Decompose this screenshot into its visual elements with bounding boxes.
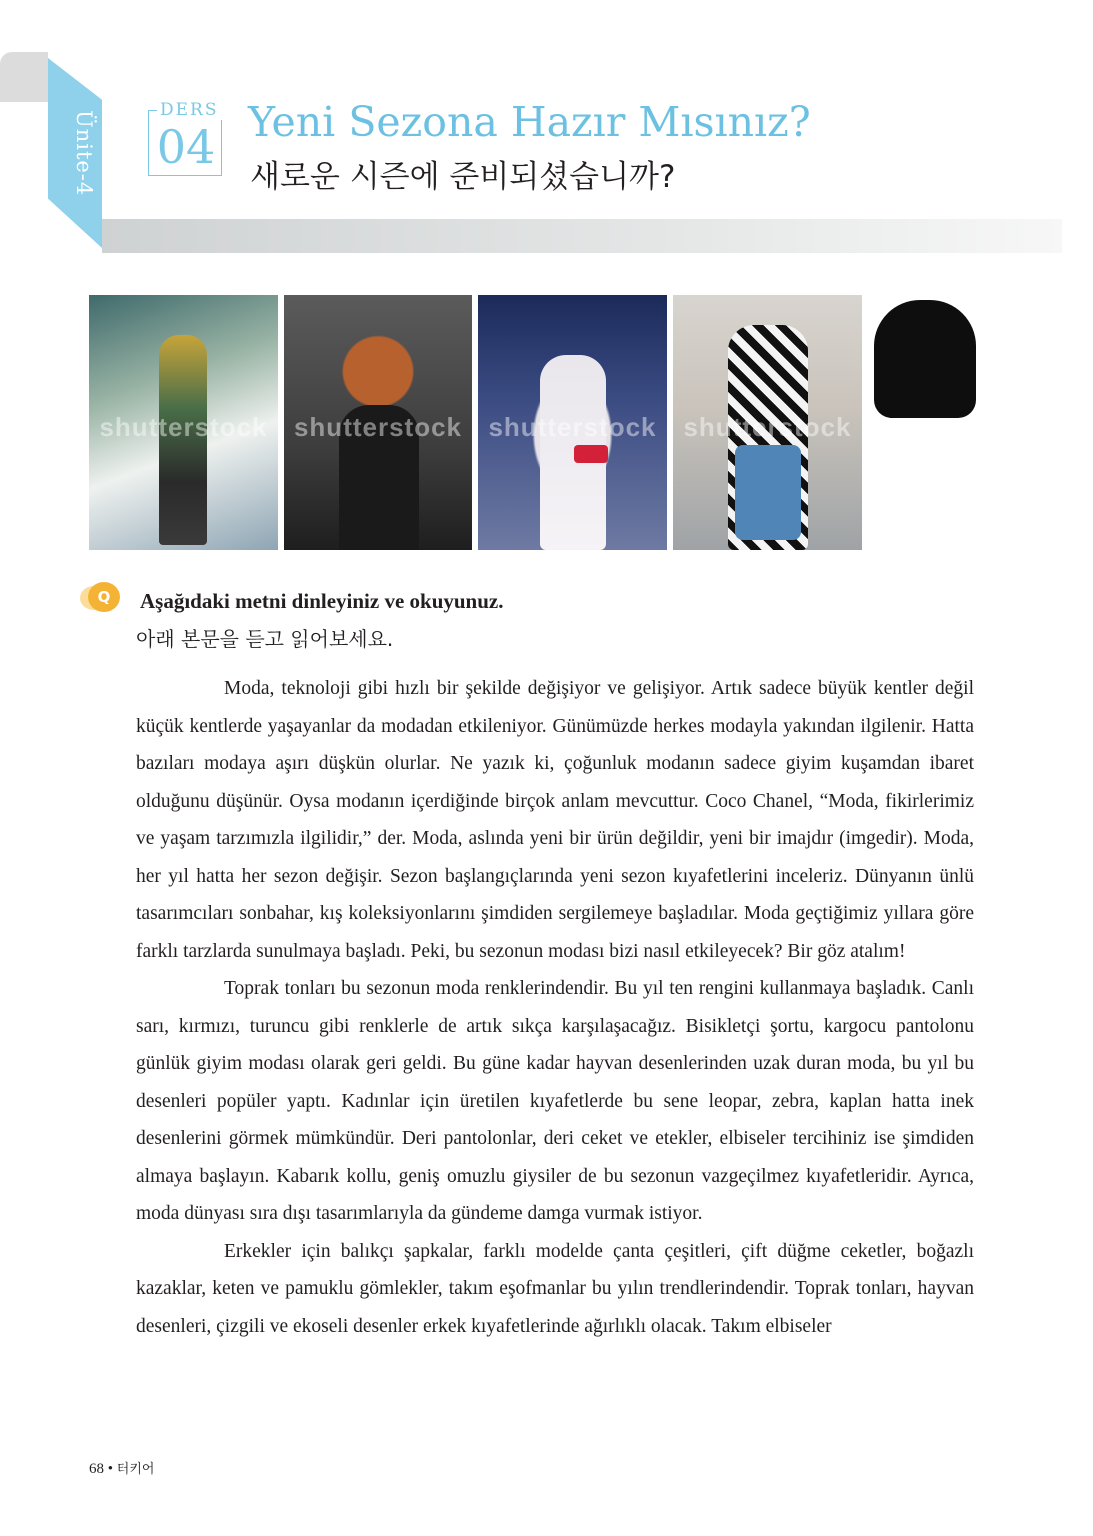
instruction-turkish: Aşağıdaki metni dinleyiniz ve okuyunuz. — [140, 589, 504, 613]
red-bag — [574, 445, 608, 463]
fashion-photo-white-runway — [478, 295, 667, 550]
fashion-photo-zebra-coat — [673, 295, 862, 550]
book-title: 터키어 — [116, 1462, 155, 1477]
instruction-korean: 아래 본문을 듣고 읽어보세요. — [136, 627, 394, 651]
bucket-hat-photo — [874, 300, 976, 418]
page-title-korean: 새로운 시즌에 준비되셨습니까? — [250, 159, 676, 195]
paragraph-1: Moda, teknoloji gibi hızlı bir şekilde değişiyor ve gelişiyor. Artık sadece büyük kentler değil küçük kentlerde yaşayanlar da modadan etkileniyor. Günümüzde herkes modayla yakından ilgilenir. Hatta bazıları modaya aşırı düşkün olurlar. Ne yazık ki, çoğunluk modanın sadece giyim kuşamdan ibaret olduğunu düşünür. Oysa modanın içerdiğinde birçok anlam mevcuttur. Coco Chanel, “Moda, fikirlerimiz ve yaşam tarzımızla ilgilidir,” der. Moda, aslında yeni bir ürün değildir, yeni bir imajdır (imgedir). Moda, her yıl hatta her sezon değişir. Sezon başlangıçlarında yeni sezon kıyafetlerini inceleriz. Dünyanın ünlü tasarımcıları sonbahar, kış koleksiyonlarını şimdiden sergilemeye başladılar. Moda geçtiğimiz yıllara göre farklı tarzlarda sunulmaya başladı. Peki, bu sezonun modası bizi nasıl etkileyecek? Bir göz atalım! — [136, 678, 974, 962]
footer-separator: • — [107, 1461, 114, 1477]
lesson-number: 04 — [156, 120, 216, 174]
question-badge-icon — [80, 582, 130, 612]
header-corner-band — [0, 52, 48, 102]
fashion-photo-leather-jacket — [284, 295, 472, 550]
paragraph-3: Erkekler için balıkçı şapkalar, farklı modelde çanta çeşitleri, çift düğme ceketler, boğazlı kazaklar, keten ve pamuklu gömlekler, takım eşofmanlar bu yılın trendlerindendir. Toprak tonları, hayvan desenleri, çizgili ve ekoseli desenler erkek kıyafetlerinde ağırlıklı olacak. Takım elbiseler — [136, 1240, 974, 1337]
watermark: shutterstock — [683, 412, 852, 443]
page-number: 68 — [89, 1461, 104, 1477]
header-divider-strip — [102, 219, 1062, 253]
watermark: shutterstock — [99, 412, 268, 443]
paragraph-2: Toprak tonları bu sezonun moda renklerindendir. Bu yıl ten rengini kullanmaya başladık. Canlı sarı, kırmızı, turuncu gibi renklerle de artık sıkça karşılaşacağız. Bisikletçi şortu, kargocu pantolonu günlük giyim modası olarak geri geldi. Bu güne kadar hayvan desenlerinden uzak duran moda, bu yıl bu desenleri popüler yaptı. Kadınlar için üretilen kıyafetlerde bu sene leopar, zebra, kaplan hatta inek desenlerini görmek mümkündür. Deri pantolonlar, deri ceket ve etekler, elbiseler tercihiniz ise şimdiden almaya başlayın. Kabarık kollu, geniş omuzlu giysiler de bu sezonun vazgeçilmez kıyafetleridir. Ayrıca, moda dünyası sıra dışı tasarımlarıyla da gündeme damga vurmak istiyor. — [136, 978, 974, 1224]
lesson-badge — [148, 100, 224, 176]
reading-passage — [136, 670, 974, 1345]
page-footer — [89, 1458, 154, 1481]
blue-jeans — [735, 445, 801, 540]
page-title: Yeni Sezona Hazır Mısınız? — [248, 98, 811, 146]
lesson-word: DERS — [157, 100, 222, 120]
watermark: shutterstock — [488, 412, 657, 443]
watermark: shutterstock — [293, 412, 463, 443]
unit-label: Ünite-4 — [72, 110, 96, 197]
badge-letter: Q — [97, 588, 111, 606]
fashion-photo-plaid-coat — [89, 295, 278, 550]
